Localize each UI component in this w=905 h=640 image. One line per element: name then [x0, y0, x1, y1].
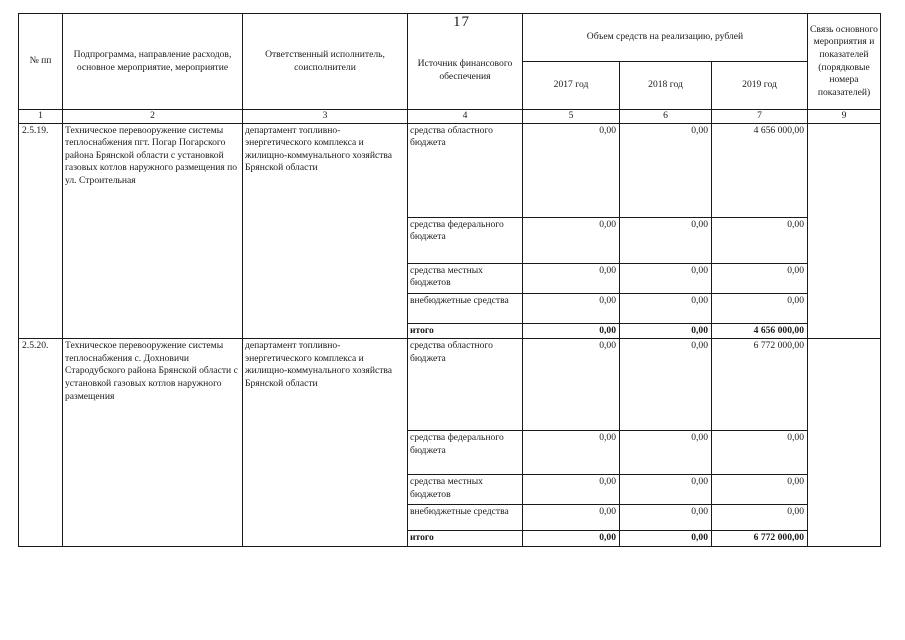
value-2018: 0,00 [620, 263, 712, 293]
funding-source: средства областного бюджета [408, 123, 523, 217]
column-number: 9 [808, 110, 881, 124]
header-link: Связь основного мероприятия и показателей (порядковые номера показателей) [808, 14, 881, 110]
indicator-link [808, 123, 881, 339]
funding-source: внебюджетные средства [408, 505, 523, 531]
value-2017: 0,00 [523, 217, 620, 263]
column-number: 7 [712, 110, 808, 124]
funding-source-total: итого [408, 531, 523, 547]
header-program: Подпрограмма, направление расходов, основное мероприятие, мероприятие [63, 14, 243, 110]
value-2019: 0,00 [712, 217, 808, 263]
total-2018: 0,00 [620, 531, 712, 547]
value-2017: 0,00 [523, 123, 620, 217]
header-source: Источник финансового обеспечения [408, 14, 523, 110]
header-year-2018: 2018 год [620, 62, 712, 110]
column-number: 3 [243, 110, 408, 124]
entry-executor: департамент топливно-энергетического комплекса и жилищно-коммунального хозяйства Брянской области [243, 123, 408, 339]
header-number: № пп [19, 14, 63, 110]
funding-source: средства областного бюджета [408, 339, 523, 431]
value-2017: 0,00 [523, 505, 620, 531]
total-2019: 4 656 000,00 [712, 323, 808, 339]
entry-executor: департамент топливно-энергетического комплекса и жилищно-коммунального хозяйства Брянской области [243, 339, 408, 547]
column-number: 4 [408, 110, 523, 124]
total-2019: 6 772 000,00 [712, 531, 808, 547]
column-number: 6 [620, 110, 712, 124]
value-2019: 0,00 [712, 505, 808, 531]
value-2018: 0,00 [620, 505, 712, 531]
funding-source: средства местных бюджетов [408, 475, 523, 505]
value-2018: 0,00 [620, 123, 712, 217]
entry-number: 2.5.20. [19, 339, 63, 547]
value-2019: 4 656 000,00 [712, 123, 808, 217]
funding-table [18, 13, 881, 547]
total-2018: 0,00 [620, 323, 712, 339]
column-number: 5 [523, 110, 620, 124]
entry-description: Техническое перевооружение системы теплоснабжения пгт. Погар Погарского района Брянской области с установкой газовых котлов наружного размещения по ул. Строительная [63, 123, 243, 339]
value-2019: 0,00 [712, 293, 808, 323]
value-2017: 0,00 [523, 263, 620, 293]
indicator-link [808, 339, 881, 547]
header-volume: Объем средств на реализацию, рублей [523, 14, 808, 62]
value-2018: 0,00 [620, 293, 712, 323]
header-executor: Ответственный исполнитель, соисполнители [243, 14, 408, 110]
value-2018: 0,00 [620, 475, 712, 505]
funding-source: средства местных бюджетов [408, 263, 523, 293]
value-2017: 0,00 [523, 475, 620, 505]
funding-source-total: итого [408, 323, 523, 339]
column-number: 2 [63, 110, 243, 124]
header-year-2019: 2019 год [712, 62, 808, 110]
value-2019: 0,00 [712, 263, 808, 293]
value-2019: 6 772 000,00 [712, 339, 808, 431]
entry-description: Техническое перевооружение системы теплоснабжения с. Дохновичи Стародубского района Брянской области с установкой газовых котлов наружного размещения [63, 339, 243, 547]
value-2017: 0,00 [523, 339, 620, 431]
funding-source: средства федерального бюджета [408, 431, 523, 475]
value-2017: 0,00 [523, 293, 620, 323]
value-2019: 0,00 [712, 475, 808, 505]
funding-source: внебюджетные средства [408, 293, 523, 323]
value-2019: 0,00 [712, 431, 808, 475]
header-year-2017: 2017 год [523, 62, 620, 110]
page-number: 17 [453, 14, 470, 30]
value-2018: 0,00 [620, 339, 712, 431]
funding-source: средства федерального бюджета [408, 217, 523, 263]
value-2018: 0,00 [620, 217, 712, 263]
total-2017: 0,00 [523, 323, 620, 339]
column-number: 1 [19, 110, 63, 124]
entry-number: 2.5.19. [19, 123, 63, 339]
total-2017: 0,00 [523, 531, 620, 547]
value-2017: 0,00 [523, 431, 620, 475]
value-2018: 0,00 [620, 431, 712, 475]
